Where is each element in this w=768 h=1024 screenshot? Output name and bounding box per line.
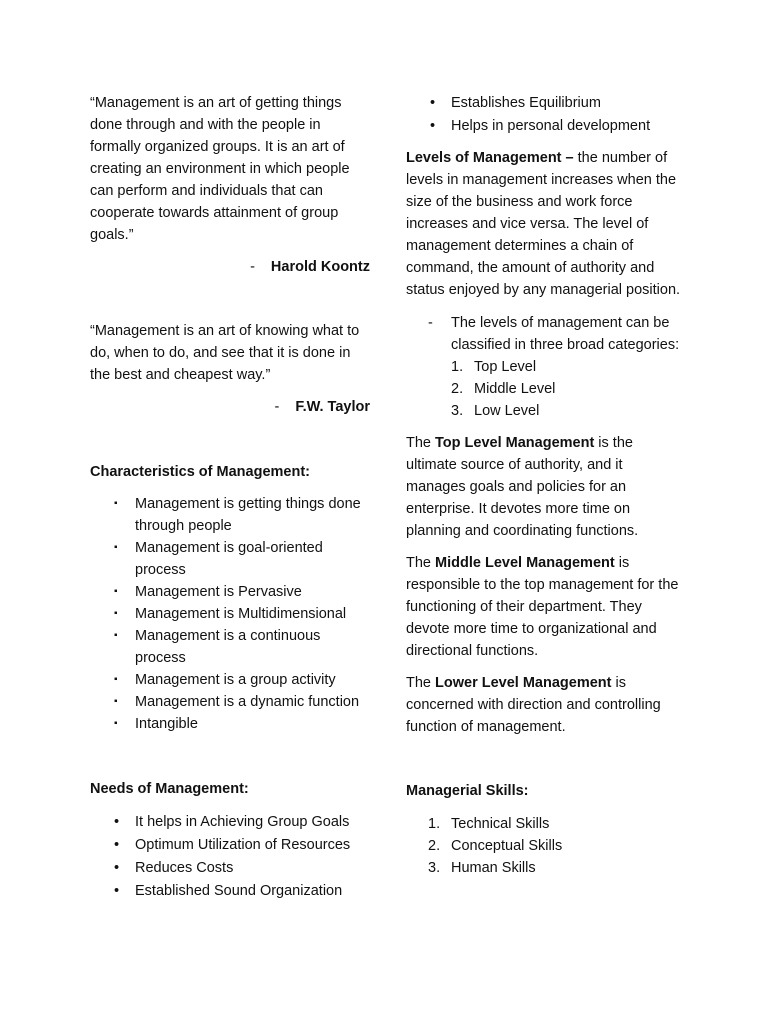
levels-text: the number of levels in management increases when the size of the business and work force increases and vice versa. The level of management determines a chain of command, the amount of authority and status enjoyed by any managerial position. — [406, 150, 681, 298]
list-item — [90, 603, 370, 625]
list-item-text: Management is Multidimensional — [135, 606, 347, 622]
taylor-attribution — [90, 396, 370, 418]
list-item-text: Intangible — [135, 716, 198, 732]
list-item — [90, 493, 370, 537]
list-item — [90, 857, 370, 880]
list-item — [90, 625, 370, 669]
square-bullet: ▪ — [114, 630, 118, 641]
square-bullet: ▪ — [114, 542, 118, 553]
list-item — [90, 669, 370, 691]
dash-marker: - — [428, 315, 433, 331]
dot-bullet: • — [430, 95, 436, 111]
left-column — [90, 92, 370, 903]
list-item — [90, 880, 370, 903]
dot-bullet: • — [114, 883, 120, 899]
attribution-dash: - — [250, 259, 255, 275]
list-item — [90, 691, 370, 713]
list-number: 3. — [451, 403, 464, 419]
list-number: 1. — [451, 359, 464, 375]
levels-paragraph — [406, 147, 681, 301]
characteristics-heading: Characteristics of Management: — [90, 464, 310, 480]
list-item — [90, 537, 370, 581]
list-item-text: Management is a dynamic function — [135, 694, 360, 710]
list-item-text: Conceptual Skills — [451, 838, 563, 854]
dot-bullet: • — [114, 860, 120, 876]
list-item-text: Top Level — [474, 359, 537, 375]
paragraph-prefix: The — [406, 435, 436, 451]
list-item-text: Helps in personal development — [451, 118, 651, 134]
list-item — [406, 92, 681, 115]
list-item-text: Technical Skills — [451, 816, 550, 832]
levels-list — [451, 356, 681, 422]
list-item-text: Middle Level — [474, 381, 556, 397]
list-item-text: It helps in Achieving Group Goals — [135, 814, 350, 830]
list-item — [406, 115, 681, 138]
list-item — [451, 400, 681, 422]
list-item — [406, 857, 681, 879]
top-level-term: Top Level Management — [435, 435, 595, 451]
square-bullet: ▪ — [114, 498, 118, 509]
list-item — [90, 581, 370, 603]
square-bullet: ▪ — [114, 586, 118, 597]
needs-list-continued — [406, 92, 681, 138]
square-bullet: ▪ — [114, 718, 118, 729]
paragraph-prefix: The — [406, 555, 436, 571]
list-item — [406, 813, 681, 835]
list-item — [90, 811, 370, 834]
attribution-dash: - — [274, 399, 280, 415]
square-bullet: ▪ — [114, 674, 118, 685]
dot-bullet: • — [430, 118, 436, 134]
list-item-text: Established Sound Organization — [135, 883, 343, 899]
levels-classification — [406, 312, 681, 422]
needs-list — [90, 811, 370, 903]
characteristics-list — [90, 493, 370, 735]
middle-level-paragraph — [406, 552, 681, 662]
list-item-text: Management is goal-oriented process — [135, 540, 323, 578]
levels-heading: Levels of Management – — [406, 150, 574, 166]
skills-list — [406, 813, 681, 879]
skills-heading: Managerial Skills: — [406, 783, 529, 799]
list-item — [90, 713, 370, 735]
list-item-text: Optimum Utilization of Resources — [135, 837, 351, 853]
attribution-author: Harold Koontz — [270, 259, 370, 275]
lower-level-term: Lower Level Management — [435, 675, 612, 691]
top-level-paragraph — [406, 432, 681, 542]
list-item — [406, 835, 681, 857]
list-item-text: Management is getting things done through people — [135, 496, 361, 534]
needs-heading: Needs of Management: — [90, 781, 249, 797]
list-item — [451, 378, 681, 400]
list-item-text: Management is a continuous process — [135, 628, 321, 666]
paragraph-prefix: The — [406, 675, 436, 691]
list-number: 2. — [428, 838, 441, 854]
lower-level-paragraph — [406, 672, 681, 738]
list-number: 1. — [428, 816, 441, 832]
koontz-quote: “Management is an art of getting things done through and with the people in formally organized groups. It is an art of creating an environment in which people can perform and individuals that can cooperate towards attainment of group goals.” — [90, 95, 350, 243]
taylor-quote: “Management is an art of knowing what to do, when to do, and see that it is done in the best and cheapest way.” — [90, 323, 360, 383]
list-item-text: Establishes Equilibrium — [451, 95, 601, 111]
list-item-text: Human Skills — [451, 860, 536, 876]
levels-intro: The levels of management can be classified in three broad categories: — [451, 315, 680, 353]
list-item-text: Management is Pervasive — [135, 584, 302, 600]
list-item-text: Management is a group activity — [135, 672, 336, 688]
dot-bullet: • — [114, 837, 120, 853]
list-item — [90, 834, 370, 857]
right-column — [406, 92, 681, 879]
paragraph-text: is the ultimate source of authority, and it manages goals and policies for an enterprise. It devotes more time on planning and coordinating functions. — [406, 435, 639, 539]
dot-bullet: • — [114, 814, 120, 830]
list-number: 3. — [428, 860, 441, 876]
list-item — [451, 356, 681, 378]
square-bullet: ▪ — [114, 608, 118, 619]
list-item-text: Low Level — [474, 403, 540, 419]
square-bullet: ▪ — [114, 696, 118, 707]
koontz-attribution — [90, 256, 370, 278]
paragraph-text: is concerned with direction and controlling function of management. — [406, 675, 661, 735]
attribution-author: F.W. Taylor — [295, 399, 370, 415]
list-number: 2. — [451, 381, 464, 397]
paragraph-text: is responsible to the top management for the functioning of their department. They devote more time to organizational and directional functions. — [406, 555, 679, 659]
list-item-text: Reduces Costs — [135, 860, 234, 876]
middle-level-term: Middle Level Management — [435, 555, 615, 571]
